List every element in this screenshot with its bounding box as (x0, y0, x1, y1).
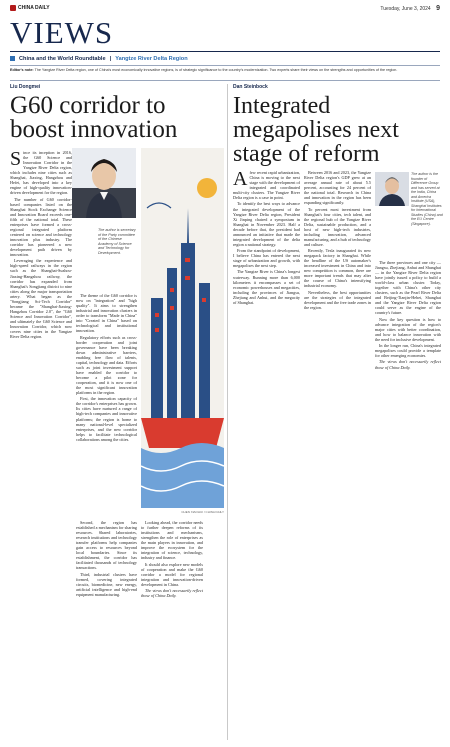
editor-note-prefix: Editor's note: (10, 68, 34, 72)
editor-note-text: The Yangtze River Delta region, one of China's most economically innovative regions, is of strategic significance to the country's modernization. Two experts share their views on the strengths and opportunities of the region. (34, 68, 398, 72)
left-article-column-middle (76, 293, 137, 515)
right-author-portrait-image (375, 172, 409, 206)
disclaimer: The views don't necessarily reflect those of China Daily. (375, 359, 441, 370)
paragraph: Nevertheless, the best opportunities are the strategies of the integrated development and the free trade zones in the region. (304, 289, 371, 310)
author-portrait (72, 148, 136, 218)
left-article-author: Liu Dongmei (10, 84, 41, 90)
paragraph: ince its inception in 2016, the G60 Science and Innovation Corridor in the Yangtze River Delta region, which includes nine cities such as Shanghai, Jiaxing, Hangzhou and Hefei, has developed into a key engine of high-quality innovation-driven development for the region. (10, 150, 72, 196)
paragraph: Regulatory efforts such as cross-border cooperation and joint governance have been breaking down administrative barriers, enabling free flow of talents, capital, technology and data. Efforts such as joint investment support have enabled the corridor to become a pilot zone for cooperation, and it is now one of the most significant innovation platforms in the region. (76, 334, 137, 396)
right-article-column-3 (375, 260, 441, 740)
section-title: VIEWS (10, 15, 114, 50)
issue-date: Tuesday, June 3, 2024 (380, 6, 431, 12)
right-article-dropcap: A (233, 170, 248, 190)
paragraph: The three provinces and one city — Jiangsu, Zhejiang, Anhui and Shanghai — in the Yangtze River Delta region have jointly issued a policy to build a world-class urban cluster. Today, together with China's other city clusters, such as the Pearl River Delta and Beijing-Tianjin-Hebei, Shanghai and the Yangtze River Delta region could serve as the engine of the country's future. (375, 260, 441, 316)
dateline (380, 5, 440, 12)
paragraph: In the longer run, China's integrated megapolises could provide a template for other emerging economies. (375, 343, 441, 359)
left-article-column-2 (76, 520, 137, 740)
disclaimer: The views don't necessarily reflect those of China Daily. (141, 587, 203, 599)
paragraph: The theme of the G60 corridor is now on "integration" and "high quality". It aims to strengthen industrial and innovation clusters in order to transform "Made in China" into "Created in China" based on technological and institutional innovation. (76, 293, 137, 334)
square-bullet-icon (10, 56, 15, 61)
divider-rule (10, 51, 440, 52)
left-article-column-3 (141, 520, 203, 740)
publication-logo (10, 5, 50, 11)
paragraph: Recently, Tesla inaugurated its new megapack factory in Shanghai. While the headline of the US automaker's increased investment in China and into new competition is common, there are more important trends that may alter the course of China's intensifying industrial economy. (304, 248, 371, 289)
right-author-portrait (375, 172, 409, 206)
editor-note (10, 68, 440, 73)
paragraph: To identify the best ways to advance the integrated development of the Yangtze River Delta region, President Xi Jinping chaired a symposium in Shanghai in November 2023. Half a decade before that, the president had announced an initiative that made the integrated development of the delta region a national strategy. (233, 201, 300, 247)
paragraph: First, the innovation capacity of the corridor's enterprises has grown. Its cities have nurtured a range of high-tech companies and innovative platforms; the region is home to many national-level specialized enterprises, and the new corridor helps to facilitate technological collaborations among the cities. (76, 396, 137, 442)
paragraph: The number of G60 corridor-based companies listed on the Shanghai Stock Exchange Science and Innovation Board exceeds one-fifth of the national total. These enterprises have formed a cross-regional integrated platform centered on science and technology innovation plus industry. The corridor has pioneered a new development path driven by innovation. (10, 196, 72, 258)
paragraph: Second, the region has established a mechanism for sharing resources. Shared laboratories, research institutions and technology transfer platforms help companies gain access to resources beyond local boundaries. Since its establishment, the corridor has facilitated thousands of technology transactions. (76, 520, 137, 571)
left-article-column-1 (10, 150, 72, 740)
divider-rule (10, 80, 440, 81)
section-bar-sub-label: Yangtze River Delta Region (115, 55, 188, 62)
right-article-column-1 (233, 170, 300, 740)
paragraph: Between 2016 and 2023, the Yangtze River Delta region's GDP grew at an average annual rate of about 5.5 percent, accounting for 24 percent of the national total. Research in China and innovation in the region has been expanding significantly. (304, 170, 371, 206)
right-article-headline: Integrated megapolises next stage of reform (233, 93, 399, 167)
paragraph: few recent rapid urbanization, China is moving to the next stage with the development of integrated and coordinated multi-city clusters. The Yangtze River Delta region is a case in point. (233, 170, 300, 201)
divider-rule (10, 65, 440, 66)
masthead (10, 5, 440, 14)
author-portrait-image (72, 148, 136, 218)
paragraph: Third, industrial clusters have formed, covering integrated circuits, biomedicine, new energy, artificial intelligence and high-end equipment manufacturing. (76, 571, 137, 597)
paragraph: The Yangtze River is China's longest waterway. Running more than 6,000 kilometers it encompasses a set of economic powerhouses and megacities, including the provinces of Jiangsu, Zhejiang and Anhui, and the megacity of Shanghai. (233, 269, 300, 305)
column-divider (227, 84, 228, 740)
logo-mark-icon (10, 5, 16, 11)
publication-name: CHINA DAILY (18, 5, 50, 11)
section-bar-separator: | (109, 55, 112, 62)
left-article-headline: G60 corridor to boost innovation (10, 92, 178, 143)
right-article-column-2 (304, 170, 371, 740)
paragraph: To percent most investment from Shanghai's four cities, tech talent, and the regional hub of the Yangtze River Delta, sustainable production, and a host of new high-tech industries, including innovation, advanced manufacturing, and a hub of technology and culture. (304, 206, 371, 247)
paragraph: Now the key question is how to advance integration of the region's major cities with better coordination, and how to balance innovation with the need for inclusive development. (375, 316, 441, 342)
left-author-bio: The author is secretary of the Party committee of the Chinese Academy of Science and Technology for Development. (98, 228, 136, 255)
section-bar-label: China and the World Roundtable (19, 55, 106, 62)
section-bar (10, 54, 440, 63)
right-author-bio: The author is the founder of Difference Group and has served at the India, China and America Institute (USA), Shanghai Institutes for International Studies (China) and the EU Centre (Singapore). (411, 172, 443, 226)
paragraph: Leveraging the experience and high-speed railways in the region such as the Shanghai-Suzhou-Jiaxing-Hangzhou railway, the corridor has expanded from Shanghai's Songjiang district to nine cities along the major transportation artery. What began as the "Songjiang Sci-Tech Corridor" became the "Shanghai-Jiaxing-Hangzhou Corridor 2.0", the "G60 Science and Innovation Corridor", and ultimately the G60 Science and Innovation Corridor, which now covers nine cities in the Yangtze River Delta region. (10, 258, 72, 340)
page-number: 9 (436, 5, 440, 12)
right-article-author: Dan Steinbock (233, 84, 268, 90)
paragraph: Looking ahead, the corridor needs to further deepen reforms of its institutions and mechanisms, strengthen the role of enterprises as the main players in innovation, and improve the ecosystem for the integration of science, technology, industry and finance. (141, 520, 203, 561)
left-article-dropcap: S (10, 150, 22, 170)
paragraph: From the standpoint of development, I believe China has entered the next stage of urbanization and growth, with megapolises the next step. (233, 248, 300, 269)
paragraph: It should also explore new models of cooperation and make the G60 corridor a model for regional integration and innovation-driven development in China. (141, 561, 203, 587)
article-illustration (141, 148, 224, 508)
illustration-credit: CHEN XIAOHUI / CHINA DAILY (181, 510, 224, 514)
ship-illustration (141, 148, 224, 508)
